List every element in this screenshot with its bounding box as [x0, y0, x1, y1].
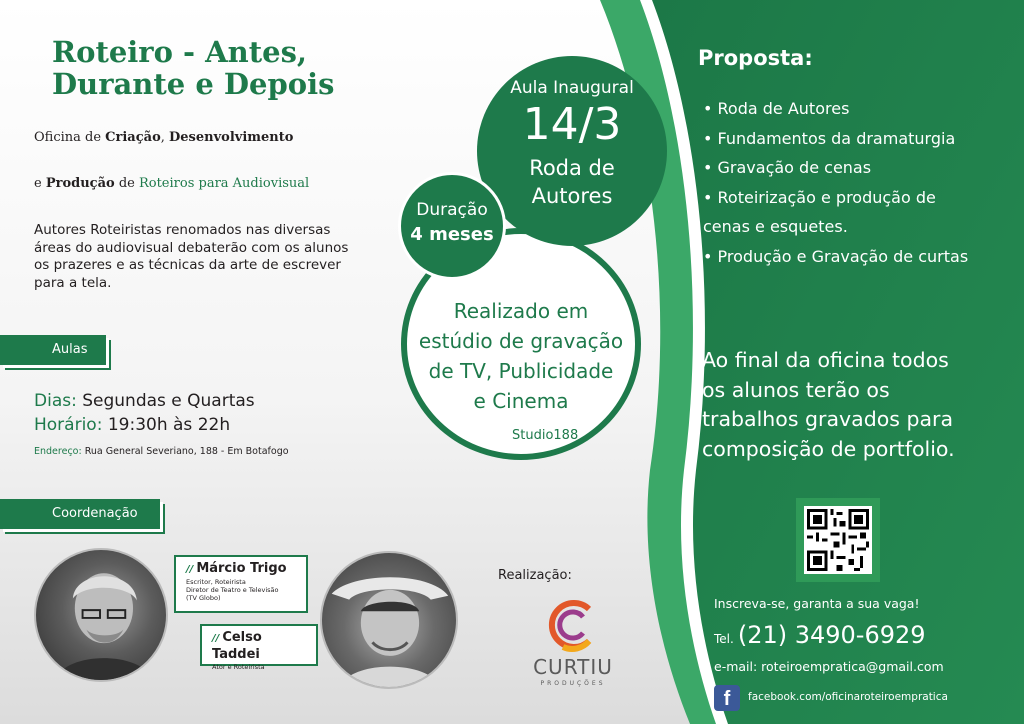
duracao-label: Duração — [416, 200, 488, 220]
list-item: • Gravação de cenas — [703, 158, 872, 177]
person-name: // Márcio Trigo — [186, 561, 287, 576]
proposta-heading: Proposta: — [698, 46, 813, 70]
dias-row: Dias: Segundas e Quartas — [34, 391, 255, 411]
horario-row: Horário: 19:30h às 22h — [34, 415, 231, 435]
email-link[interactable]: e-mail: roteiroempratica@gmail.com — [714, 659, 944, 674]
proposta-list — [703, 94, 1003, 271]
page-title — [52, 36, 452, 100]
title-line-2: Durante e Depois — [52, 67, 335, 101]
subtitle-line-2: e Produção de Roteiros para Audiovisual — [34, 176, 310, 191]
intro-text: Autores Roteiristas renomados nas diversas áreas do audiovisual debaterão com os alunos os prazeres e as técnicas da arte de escrever para a tela. — [34, 222, 349, 291]
aula-inaugural-event: Roda de Autores — [529, 156, 615, 208]
list-item: • Produção e Gravação de curtas — [703, 246, 969, 266]
realizacao-label: Realização: — [498, 568, 572, 583]
curtiu-logo-icon — [543, 597, 599, 653]
curtiu-logo-subtext: PRODUÇÕES — [540, 680, 606, 687]
curtiu-logo-text: CURTIU — [533, 655, 613, 679]
aula-inaugural-label: Aula Inaugural — [510, 78, 634, 98]
qr-code[interactable] — [796, 498, 880, 582]
portrait-1-icon — [36, 550, 166, 680]
signup-cta: Inscreva-se, garanta a sua vaga! — [714, 596, 920, 611]
aulas-tag: Aulas — [0, 335, 106, 365]
portrait-2-icon — [322, 553, 456, 687]
facebook-icon[interactable]: f — [714, 685, 740, 711]
list-item: • Roteirização e produção de — [703, 187, 936, 207]
subtitle-line-1: Oficina de Criação, Desenvolvimento — [34, 130, 294, 145]
qr-code-icon — [807, 509, 869, 571]
list-item: • Roda de Autores — [703, 99, 850, 118]
schedule — [34, 389, 255, 437]
coordenacao-tag: Coordenação — [0, 499, 160, 529]
final-text: Ao final da oficina todos os alunos terão os trabalhos gravados para composição de portfolio. — [702, 348, 955, 461]
title-line-1: Roteiro - Antes, — [52, 35, 308, 69]
studio-name: Studio188 — [512, 428, 579, 443]
celso-taddei-card — [200, 624, 318, 671]
marcio-trigo-photo — [34, 548, 168, 682]
marcio-trigo-card — [174, 555, 308, 613]
aula-inaugural-date: 14/3 — [522, 99, 622, 150]
person-role: Escritor, Roteirista Diretor de Teatro e Televisão (TV Globo) — [186, 578, 279, 602]
list-item: • Fundamentos da dramaturgia — [703, 128, 956, 148]
phone[interactable]: Tel. (21) 3490-6929 — [714, 621, 926, 649]
facebook-link[interactable]: facebook.com/oficinaroteiroempratica — [748, 691, 948, 703]
endereco: Endereço: Rua General Severiano, 188 - Em Botafogo — [34, 446, 289, 457]
duracao-value: 4 meses — [410, 224, 494, 245]
celso-taddei-photo — [320, 551, 458, 689]
person-role: Ator e Roteirista — [212, 663, 265, 671]
person-name: // Celso Taddei — [212, 630, 262, 662]
realizado-text: Realizado em estúdio de gravação de TV, Publicidade e Cinema — [418, 299, 624, 413]
list-item: cenas e esquetes. — [703, 217, 848, 236]
